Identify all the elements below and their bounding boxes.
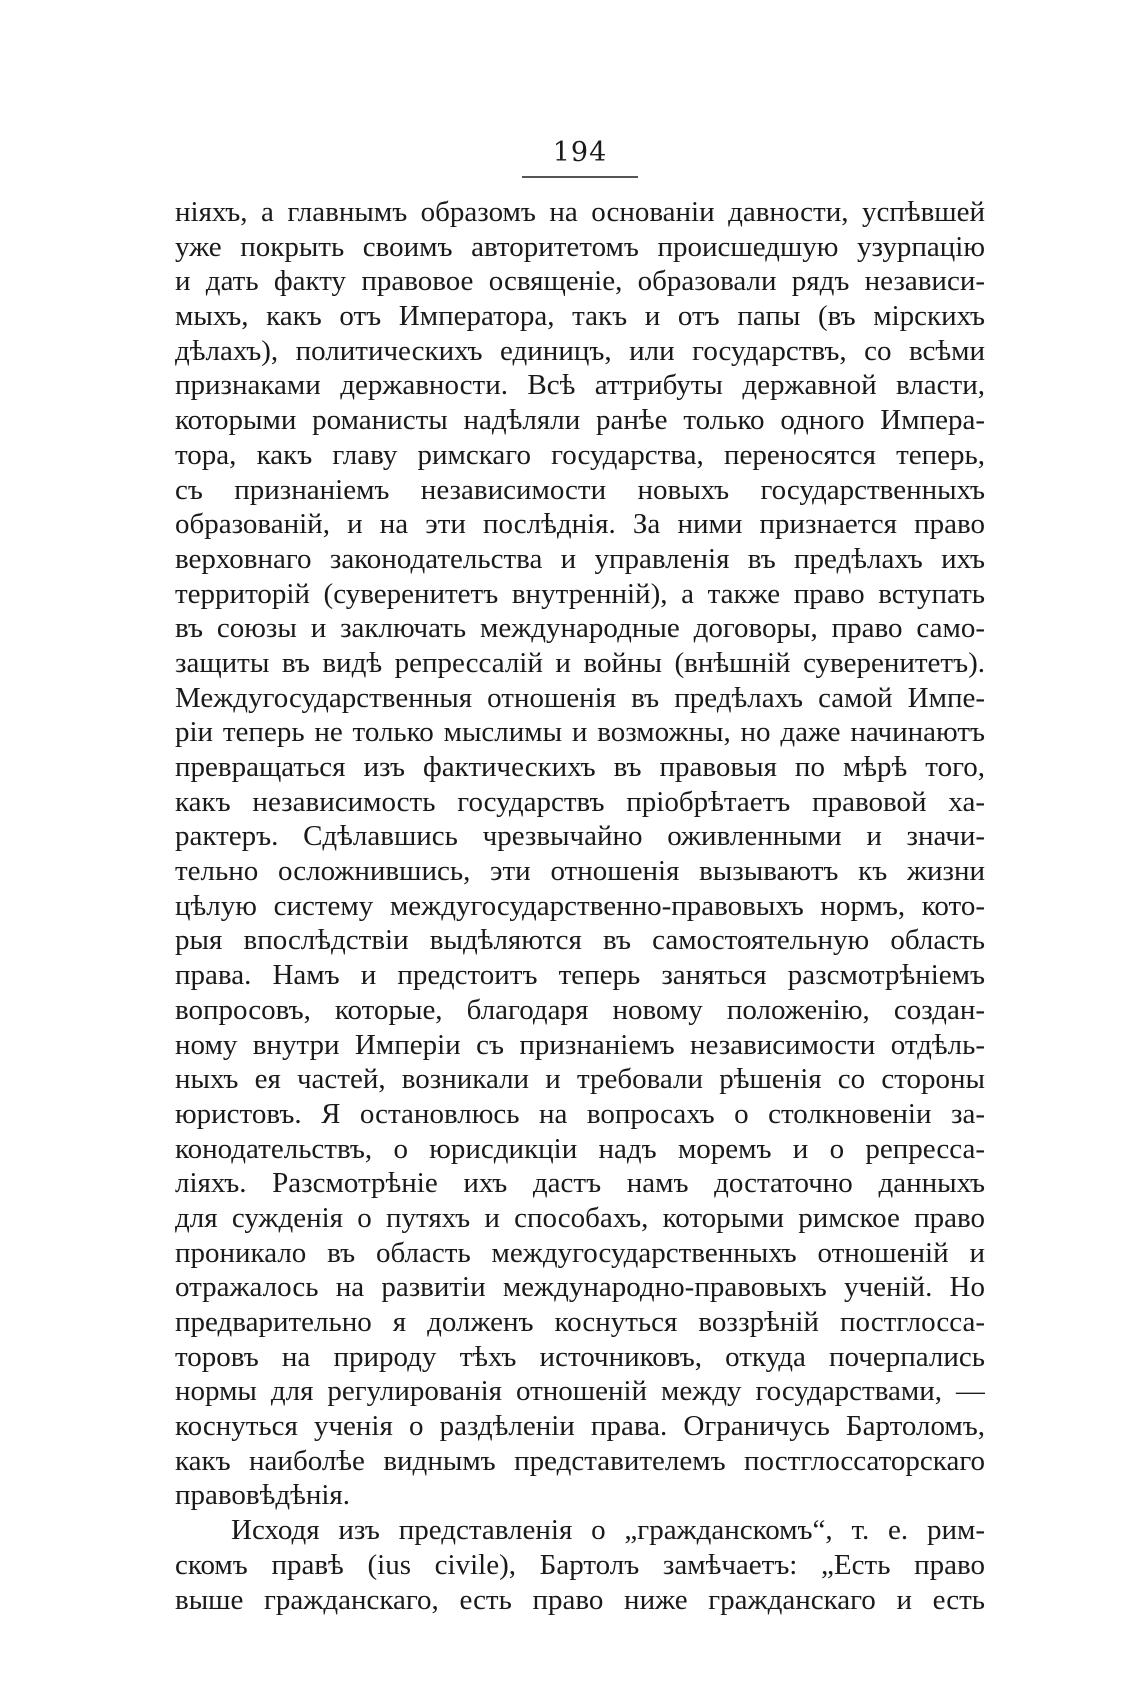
text-line: ныхъ ея частей, возникали и требовали рѣшенiя со стороны — [175, 1063, 985, 1096]
text-line: ному внутри Имперiи съ признанiемъ независимости отдѣль- — [175, 1028, 985, 1061]
header-rule — [522, 176, 638, 178]
text-line: нiяхъ, а главнымъ образомъ на основанiи давности, успѣвшей — [175, 196, 985, 228]
body-text — [175, 195, 985, 1617]
text-line: цѣлую систему междугосударственно-правовыхъ нормъ, кото- — [175, 889, 985, 922]
text-line: лiяхъ. Разсмотрѣнiе ихъ дастъ намъ достаточно данныхъ — [175, 1167, 985, 1200]
text-line: конодательствъ, о юрисдикцiи надъ моремъ и о репресса- — [175, 1132, 985, 1165]
text-line: какъ независимость государствъ прiобрѣтаетъ правовой ха- — [175, 785, 985, 818]
text-line: защиты въ видѣ репрессалiй и войны (внѣшнiй суверенитетъ). — [175, 646, 985, 679]
text-line: скомъ правѣ (ius civile), Бартолъ замѣчаетъ: „Есть право — [175, 1548, 985, 1581]
text-line: признаками державности. Всѣ аттрибуты державной власти, — [175, 369, 985, 402]
text-line: которыми романисты надѣляли ранѣе только одного Импера- — [175, 404, 985, 437]
text-line: мыхъ, какъ отъ Императора, такъ и отъ папы (въ мiрскихъ — [175, 300, 985, 333]
text-line: юристовъ. Я остановлюсь на вопросахъ о столкновенiи за- — [175, 1097, 985, 1130]
text-line: дѣлахъ), политическихъ единицъ, или государствъ, со всѣми — [175, 334, 985, 367]
text-line: отражалось на развитiи международно-правовыхъ ученiй. Но — [175, 1271, 985, 1304]
text-line: выше гражданскаго, есть право ниже гражданскаго и есть — [175, 1583, 985, 1616]
text-line: торовъ на природу тѣхъ источниковъ, откуда почерпались — [175, 1340, 985, 1373]
text-line: уже покрыть своимъ авторитетомъ происшедшую узурпацiю — [175, 230, 985, 263]
text-line: права. Намъ и предстоитъ теперь заняться разсмотрѣнiемъ — [175, 959, 985, 992]
text-line: рыя впослѣдствiи выдѣляются въ самостоятельную область — [175, 924, 985, 957]
text-line: нормы для регулированiя отношенiй между государствами, — — [175, 1375, 985, 1408]
paragraph-end-line: правовѣдѣнiя. — [175, 1479, 350, 1512]
text-line: территорiй (суверенитетъ внутреннiй), а также право вступать — [175, 577, 985, 610]
text-line: коснуться ученiя о раздѣленiи права. Ограничусь Бартоломъ, — [175, 1410, 985, 1443]
text-line: образованiй, и на эти послѣднiя. За ними признается право — [175, 508, 985, 541]
page-number: 194 — [552, 137, 608, 168]
text-line: предварительно я долженъ коснуться воззрѣнiй постглосса- — [175, 1306, 985, 1338]
paragraph-start-line: Исходя изъ представленiя о „гражданскомъ“, т. е. рим- — [231, 1514, 985, 1547]
text-line: проникало въ область междугосударственныхъ отношенiй и — [175, 1236, 985, 1269]
text-line: какъ наиболѣе виднымъ представителемъ постглоссаторскаго — [175, 1444, 985, 1477]
text-line: тельно осложнившись, эти отношенiя вызываютъ къ жизни — [175, 855, 985, 888]
text-line: въ союзы и заключать международные договоры, право само- — [175, 612, 985, 645]
text-line: Междугосударственныя отношенiя въ предѣлахъ самой Импе- — [175, 681, 985, 714]
text-line: и дать факту правовое освященiе, образовали рядъ независи- — [175, 265, 985, 298]
text-line: превращаться изъ фактическихъ въ правовыя по мѣрѣ того, — [175, 751, 985, 783]
text-line: вопросовъ, которые, благодаря новому положенiю, создан- — [175, 993, 985, 1026]
text-line: рактеръ. Сдѣлавшись чрезвычайно оживленными и значи- — [175, 820, 985, 853]
text-line: съ признанiемъ независимости новыхъ государственныхъ — [175, 473, 985, 506]
text-line: тора, какъ главу римскаго государства, переносятся теперь, — [175, 438, 985, 471]
text-line: рiи теперь не только мыслимы и возможны, но даже начинаютъ — [175, 716, 985, 749]
text-line: верховнаго законодательства и управленiя въ предѣлахъ ихъ — [175, 542, 985, 575]
text-line: для сужденiя о путяхъ и способахъ, которыми римское право — [175, 1201, 985, 1234]
